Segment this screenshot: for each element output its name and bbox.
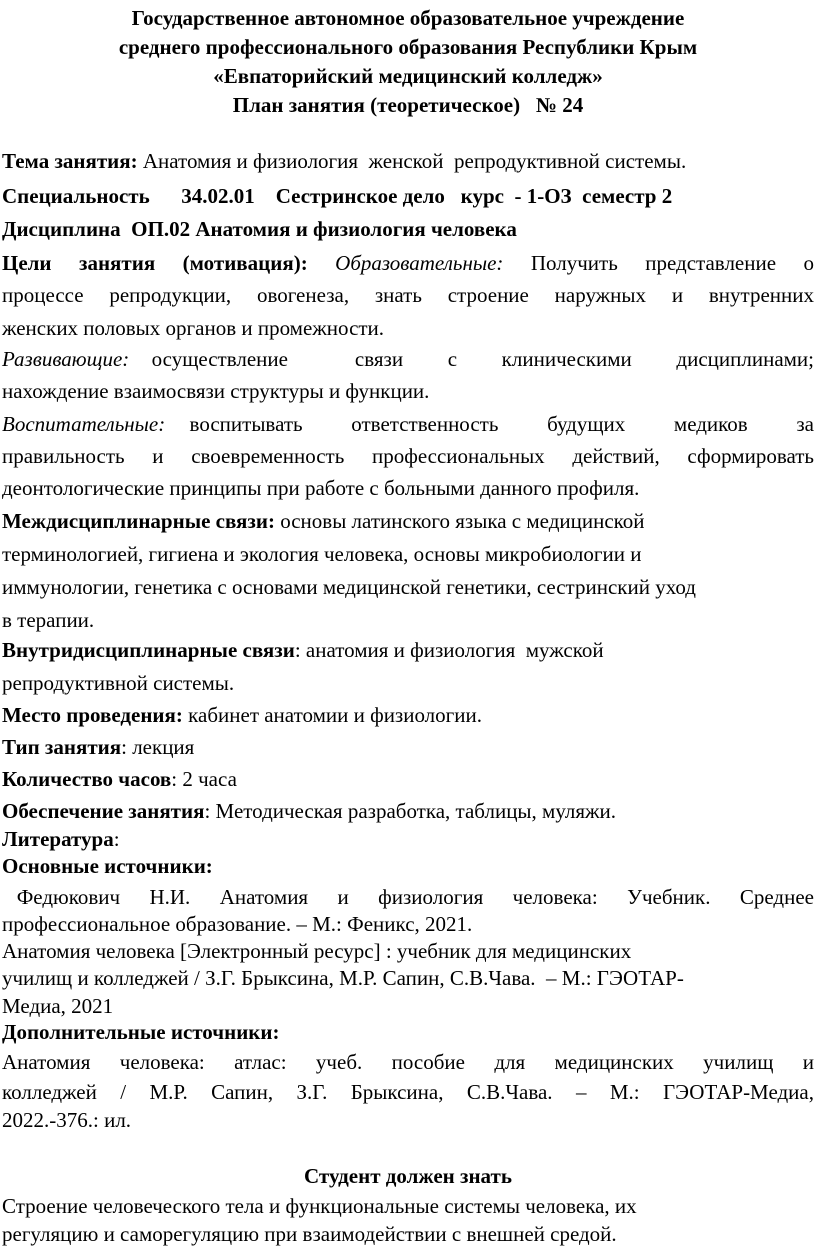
- goals-developing-text-1: осуществление связи с клиническими дисциплинами;: [151, 347, 814, 371]
- intradisciplinary-line-1: [2, 636, 814, 664]
- header-line-college: «Евпаторийский медицинский колледж»: [213, 64, 603, 88]
- intradisciplinary-text-1: : анатомия и физиология мужской: [294, 638, 604, 662]
- goals-upbringing-line-1: [2, 410, 814, 438]
- interdisciplinary-text-1: основы латинского языка с медицинской: [274, 509, 645, 533]
- lesson-type-value: : лекция: [121, 735, 195, 759]
- discipline-line: Дисциплина ОП.02 Анатомия и физиология человека: [2, 217, 517, 241]
- literature-extra-line-2: колледжей / М.Р. Сапин, З.Г. Брыксина, С.В.Чава. – М.: ГЭОТАР-Медиа,: [2, 1080, 814, 1104]
- hours-label: Количество часов: [2, 767, 172, 791]
- literature-extra-line-3: 2022.-376.: ил.: [2, 1108, 132, 1132]
- goals-line-1: [2, 249, 814, 277]
- goals-upbringing-text-1: воспитывать ответственность будущих медиков за: [189, 412, 815, 436]
- lesson-type-label: Тип занятия: [2, 735, 122, 759]
- goals-educational-text-3: женских половых органов и промежности.: [2, 316, 385, 340]
- intradisciplinary-label: Внутридисциплинарные связи: [2, 638, 295, 662]
- topic-label: Тема занятия:: [2, 149, 138, 173]
- lesson-type-line: [2, 733, 814, 761]
- literature-main-2-line-1: Анатомия человека [Электронный ресурс] : учебник для медицинских: [2, 939, 632, 963]
- document-header: [0, 4, 816, 120]
- hours-line: [2, 765, 814, 793]
- literature-main-2-line-3: Медиа, 2021: [2, 994, 114, 1018]
- literature-colon: :: [113, 827, 120, 851]
- goals-educational-text-1: Получить представление о: [530, 251, 815, 275]
- hours-value: : 2 часа: [171, 767, 237, 791]
- goals-label: Цели занятия (мотивация):: [2, 251, 308, 275]
- literature-label: Литература: [2, 827, 114, 851]
- literature-main-label: Основные источники:: [2, 854, 213, 878]
- goals-upbringing-label: Воспитательные:: [2, 412, 166, 436]
- literature-main-2-line-2: училищ и колледжей / З.Г. Брыксина, М.Р. Сапин, С.В.Чава. – М.: ГЭОТАР-: [2, 966, 684, 990]
- topic-line: [2, 147, 814, 175]
- provision-line: [2, 797, 814, 825]
- goals-upbringing-text-3: деонтологические принципы при работе с больными данного профиля.: [2, 476, 640, 500]
- interdisciplinary-label: Междисциплинарные связи:: [2, 509, 275, 533]
- student-text-2: регуляцию и саморегуляцию при взаимодействии с внешней средой.: [2, 1222, 617, 1246]
- header-line-plan: План занятия (теоретическое) № 24: [232, 93, 584, 117]
- interdisciplinary-text-2: терминологией, гигиена и экология человека, основы микробиологии и: [2, 542, 642, 566]
- student-text-1: Строение человеческого тела и функциональные системы человека, их: [2, 1194, 637, 1218]
- intradisciplinary-text-2: репродуктивной системы.: [2, 671, 235, 695]
- venue-label: Место проведения:: [2, 703, 183, 727]
- goals-upbringing-text-2: правильность и своевременность профессиональных действий, сформировать: [2, 444, 814, 468]
- literature-main-1-line-1: Федюкович Н.И. Анатомия и физиология человека: Учебник. Среднее: [2, 885, 814, 909]
- literature-extra-line-1: Анатомия человека: атлас: учеб. пособие для медицинских училищ и: [2, 1050, 814, 1074]
- interdisciplinary-text-4: в терапии.: [2, 608, 95, 632]
- literature-line: [2, 825, 814, 853]
- venue-value: кабинет анатомии и физиологии.: [182, 703, 483, 727]
- goals-developing-text-2: нахождение взаимосвязи структуры и функции.: [2, 379, 430, 403]
- literature-main-1-line-2: профессиональное образование. – М.: Феникс, 2021.: [2, 912, 473, 936]
- header-line-education: среднего профессионального образования Республики Крым: [118, 35, 698, 59]
- venue-line: [2, 701, 814, 729]
- literature-extra-label: Дополнительные источники:: [2, 1020, 280, 1044]
- goals-developing-line-1: [2, 345, 814, 373]
- header-line-institution: Государственное автономное образовательное учреждение: [131, 6, 685, 30]
- goals-developing-label: Развивающие:: [2, 347, 130, 371]
- specialty-line: Специальность 34.02.01 Сестринское дело курс - 1-ОЗ семестр 2: [2, 184, 673, 208]
- goals-educational-label: Образовательные:: [335, 251, 504, 275]
- topic-value: Анатомия и физиология женской репродуктивной системы.: [137, 149, 687, 173]
- provision-label: Обеспечение занятия: [2, 799, 205, 823]
- student-heading: Студент должен знать: [304, 1164, 512, 1188]
- interdisciplinary-line-1: [2, 507, 814, 535]
- interdisciplinary-text-3: иммунологии, генетика с основами медицинской генетики, сестринский уход: [2, 575, 696, 599]
- provision-value: : Методическая разработка, таблицы, муляжи.: [204, 799, 617, 823]
- goals-educational-text-2: процессе репродукции, овогенеза, знать строение наружных и внутренних: [2, 283, 814, 307]
